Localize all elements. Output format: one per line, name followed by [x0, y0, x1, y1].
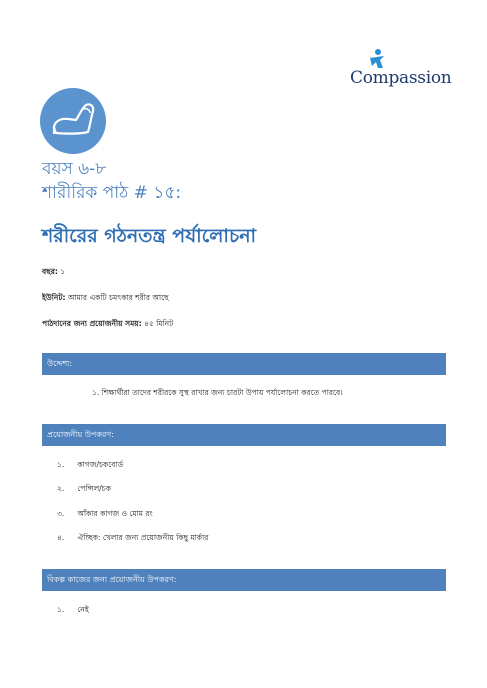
objective-item: ১. শিক্ষার্থীরা তাদের শরীরকে সুস্থ রাখার জন্য চারটা উপায় পর্যালোচনা করতে পারবে। — [92, 388, 343, 397]
materials-heading: প্রয়োজনীয় উপকরণ: — [42, 424, 446, 446]
list-text: ঐচ্ছিক: খেলার জন্য প্রয়োজনীয় কিছু মার্কার — [77, 533, 209, 542]
age-range: বয়স ৬-৮ — [42, 159, 107, 179]
list-number: ১. — [57, 460, 65, 469]
list-text: নেই — [77, 605, 89, 614]
compassion-logo — [350, 48, 450, 92]
flexed-arm-icon — [40, 88, 106, 154]
time-row — [42, 319, 173, 331]
lesson-number: শারীরিক পাঠ # ১৫: — [42, 183, 182, 203]
time-label: পাঠদানের জন্য প্রয়োজনীয় সময়: — [42, 319, 142, 328]
person-figure-icon — [350, 48, 450, 70]
time-value: ৪৫ মিনিট — [144, 319, 174, 328]
list-number: ১. — [57, 605, 65, 614]
page-title: শরীরের গঠনতন্ত্র পর্যালোচনা — [42, 225, 257, 247]
list-text: কাগজ/চকবোর্ড — [77, 460, 124, 469]
list-number: ৩. — [57, 509, 65, 518]
objectives-heading: উদ্দেশ্য: — [42, 353, 446, 375]
list-text: পেন্সিল/চক — [77, 484, 111, 493]
list-text: আঁকার কাগজ ও মোম রং — [77, 509, 153, 518]
year-label: বছর: — [42, 267, 58, 276]
list-item — [57, 509, 153, 521]
list-item — [57, 533, 208, 545]
unit-value: আমার একটি চমৎকার শরীর আছে — [67, 293, 169, 302]
year-value: ১ — [60, 267, 66, 276]
logo-text: Compassion — [350, 68, 452, 88]
list-number: ২. — [57, 484, 65, 493]
unit-row — [42, 293, 169, 305]
unit-label: ইউনিট: — [42, 293, 66, 302]
list-item — [57, 460, 123, 472]
list-item — [57, 484, 111, 496]
year-row — [42, 267, 65, 279]
list-number: ৪. — [57, 533, 65, 542]
alt-materials-heading: বিকল্প কাজের জন্য প্রয়োজনীয় উপকরণ: — [42, 569, 446, 591]
list-item — [57, 605, 89, 617]
